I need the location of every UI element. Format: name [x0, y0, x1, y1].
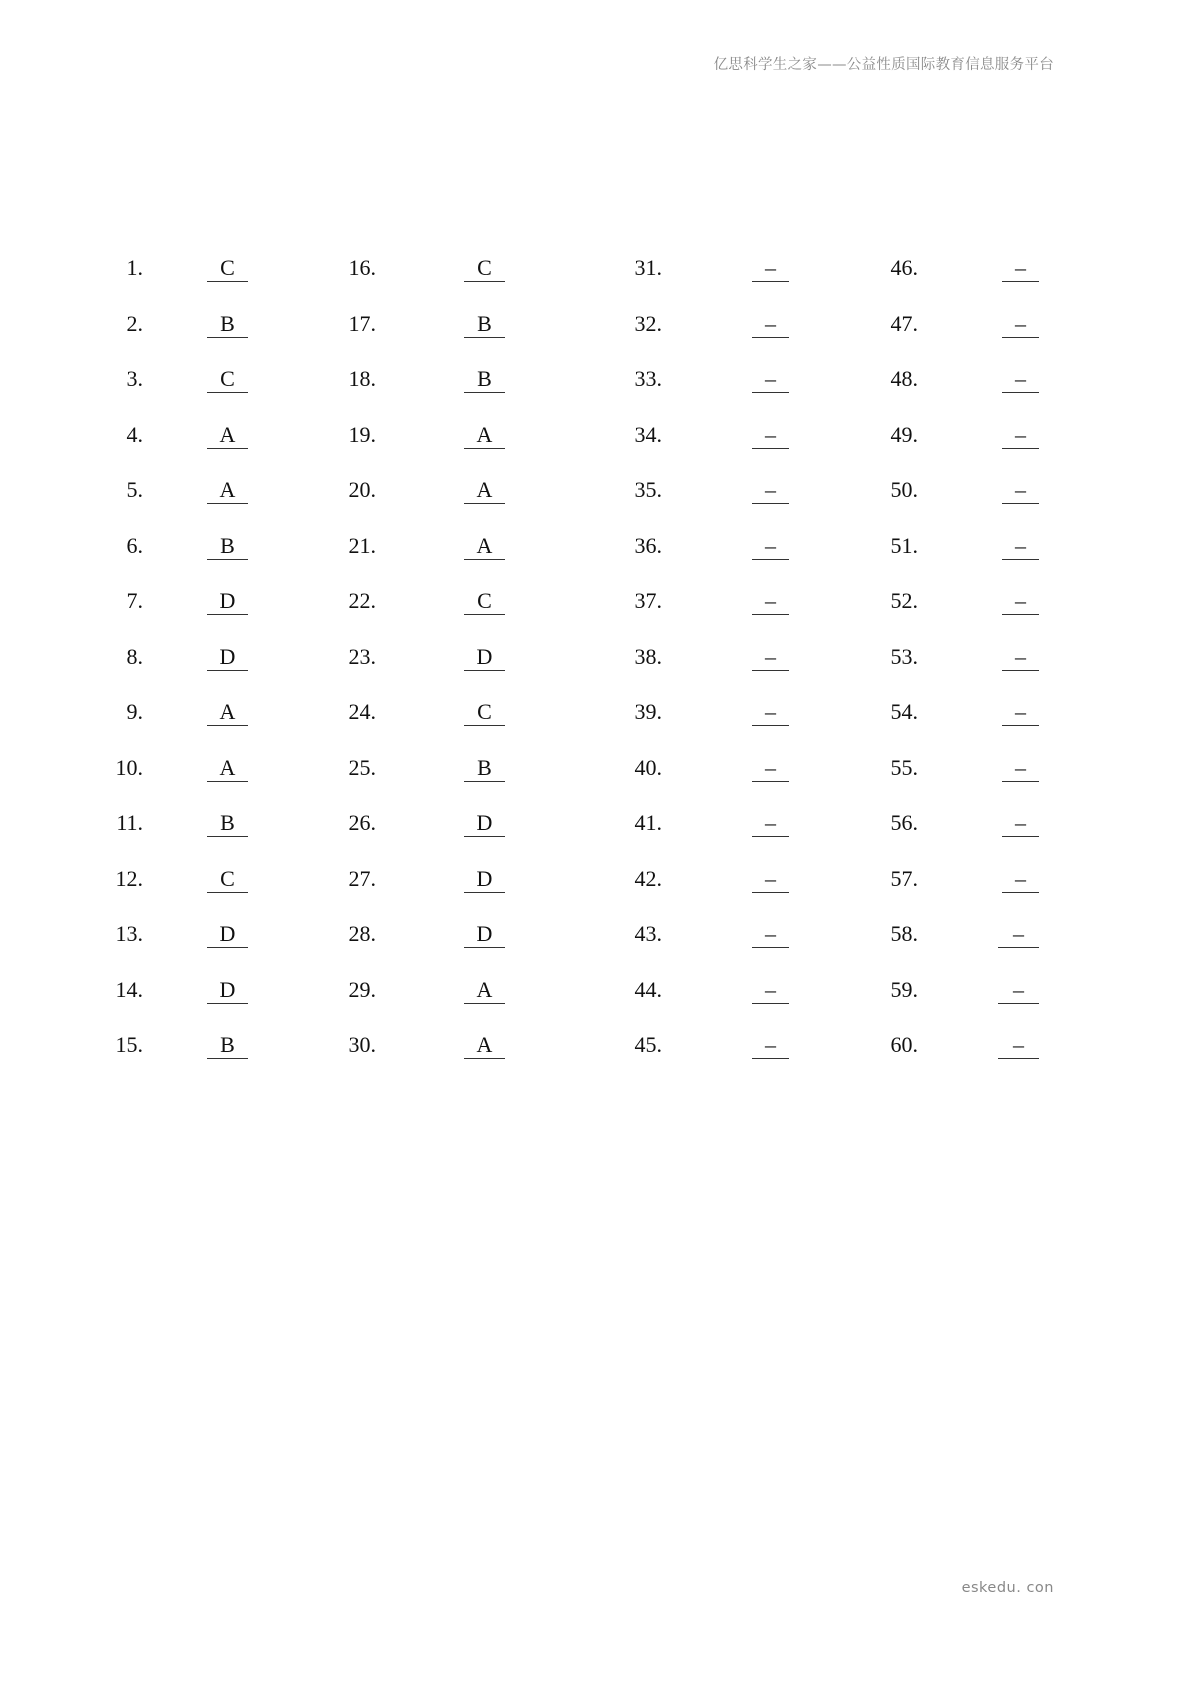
answer-blank: –: [1002, 808, 1039, 837]
answer-blank: –: [1002, 364, 1039, 393]
question-number: 35.: [634, 477, 662, 502]
answer-blank: A: [464, 475, 505, 504]
question-number: 40.: [634, 754, 662, 780]
answer-blank: –: [752, 364, 789, 393]
answer-blank: –: [1002, 586, 1039, 615]
question-number: 41.: [634, 810, 662, 835]
answer-blank: A: [464, 531, 505, 560]
question-number: 48.: [890, 366, 918, 391]
question-number: 12.: [115, 865, 143, 891]
answer-blank: –: [1002, 420, 1039, 449]
question-number: 3.: [126, 366, 143, 391]
answer-blank: B: [207, 1030, 248, 1059]
question-number: 19.: [348, 421, 376, 447]
answer-blank: A: [207, 697, 248, 726]
question-number: 6.: [126, 532, 143, 558]
question-number: 50.: [890, 477, 918, 502]
answer-blank: –: [752, 586, 789, 615]
answer-blank: –: [752, 753, 789, 782]
answer-blank: C: [207, 864, 248, 893]
question-number: 13.: [115, 921, 143, 946]
question-number: 24.: [348, 699, 376, 724]
question-number: 27.: [348, 865, 376, 891]
question-number: 58.: [890, 921, 918, 946]
answer-blank: –: [1002, 642, 1039, 671]
answer-blank: –: [998, 975, 1039, 1004]
question-number: 17.: [348, 310, 376, 336]
question-number: 47.: [890, 310, 918, 336]
question-number: 38.: [634, 643, 662, 669]
answer-blank: –: [752, 864, 789, 893]
answer-blank: A: [464, 420, 505, 449]
question-number: 32.: [634, 310, 662, 336]
answer-blank: –: [1002, 753, 1039, 782]
question-number: 16.: [348, 255, 376, 280]
question-number: 33.: [634, 366, 662, 391]
answer-blank: B: [207, 531, 248, 560]
answer-blank: –: [752, 531, 789, 560]
answer-blank: A: [464, 1030, 505, 1059]
question-number: 8.: [126, 643, 143, 669]
question-number: 20.: [348, 477, 376, 502]
question-number: 2.: [126, 310, 143, 336]
question-number: 60.: [890, 1032, 918, 1057]
question-number: 18.: [348, 366, 376, 391]
answer-blank: –: [752, 253, 789, 282]
question-number: 57.: [890, 865, 918, 891]
question-number: 7.: [126, 588, 143, 613]
answer-blank: A: [207, 753, 248, 782]
question-number: 10.: [115, 754, 143, 780]
question-number: 30.: [348, 1032, 376, 1057]
answer-blank: D: [464, 919, 505, 948]
question-number: 22.: [348, 588, 376, 613]
question-number: 21.: [348, 532, 376, 558]
answer-blank: A: [207, 420, 248, 449]
question-number: 54.: [890, 699, 918, 724]
answer-blank: D: [464, 864, 505, 893]
answer-blank: –: [752, 697, 789, 726]
answer-blank: A: [207, 475, 248, 504]
question-number: 4.: [126, 421, 143, 447]
answer-blank: D: [207, 975, 248, 1004]
question-number: 25.: [348, 754, 376, 780]
question-number: 9.: [126, 699, 143, 724]
question-number: 14.: [115, 976, 143, 1002]
answer-blank: –: [752, 420, 789, 449]
answer-blank: B: [464, 309, 505, 338]
answer-blank: –: [1002, 697, 1039, 726]
answer-blank: C: [207, 364, 248, 393]
question-number: 31.: [634, 255, 662, 280]
question-number: 45.: [634, 1032, 662, 1057]
answer-blank: C: [207, 253, 248, 282]
question-number: 37.: [634, 588, 662, 613]
answer-blank: –: [1002, 864, 1039, 893]
answer-blank: –: [998, 1030, 1039, 1059]
answer-blank: C: [464, 697, 505, 726]
question-number: 34.: [634, 421, 662, 447]
answer-blank: –: [1002, 309, 1039, 338]
question-number: 36.: [634, 532, 662, 558]
answer-blank: –: [1002, 475, 1039, 504]
answer-blank: –: [752, 475, 789, 504]
question-number: 15.: [115, 1032, 143, 1057]
question-number: 39.: [634, 699, 662, 724]
answer-blank: D: [464, 808, 505, 837]
question-number: 1.: [126, 255, 143, 280]
answer-blank: A: [464, 975, 505, 1004]
answer-blank: –: [1002, 531, 1039, 560]
question-number: 29.: [348, 976, 376, 1002]
question-number: 23.: [348, 643, 376, 669]
answer-blank: C: [464, 586, 505, 615]
answer-blank: D: [464, 642, 505, 671]
answer-blank: D: [207, 586, 248, 615]
question-number: 11.: [116, 810, 143, 835]
answer-blank: B: [464, 364, 505, 393]
question-number: 53.: [890, 643, 918, 669]
answer-blank: –: [752, 808, 789, 837]
answer-blank: D: [207, 642, 248, 671]
question-number: 46.: [890, 255, 918, 280]
question-number: 55.: [890, 754, 918, 780]
question-number: 28.: [348, 921, 376, 946]
question-number: 49.: [890, 421, 918, 447]
question-number: 59.: [890, 976, 918, 1002]
answer-blank: –: [752, 919, 789, 948]
page-footer-site: eskedu. con: [961, 1580, 1054, 1596]
answer-blank: B: [207, 309, 248, 338]
question-number: 5.: [126, 477, 143, 502]
question-number: 56.: [890, 810, 918, 835]
answer-blank: –: [752, 642, 789, 671]
question-number: 43.: [634, 921, 662, 946]
answer-blank: –: [752, 309, 789, 338]
question-number: 52.: [890, 588, 918, 613]
answer-blank: –: [998, 919, 1039, 948]
question-number: 42.: [634, 865, 662, 891]
question-number: 44.: [634, 976, 662, 1002]
answer-blank: C: [464, 253, 505, 282]
question-number: 51.: [890, 532, 918, 558]
answer-blank: B: [207, 808, 248, 837]
page-header-watermark: 亿思科学生之家——公益性质国际教育信息服务平台: [713, 57, 1054, 73]
answer-blank: –: [1002, 253, 1039, 282]
answer-blank: D: [207, 919, 248, 948]
question-number: 26.: [348, 810, 376, 835]
answer-blank: –: [752, 975, 789, 1004]
answer-blank: –: [752, 1030, 789, 1059]
answer-blank: B: [464, 753, 505, 782]
